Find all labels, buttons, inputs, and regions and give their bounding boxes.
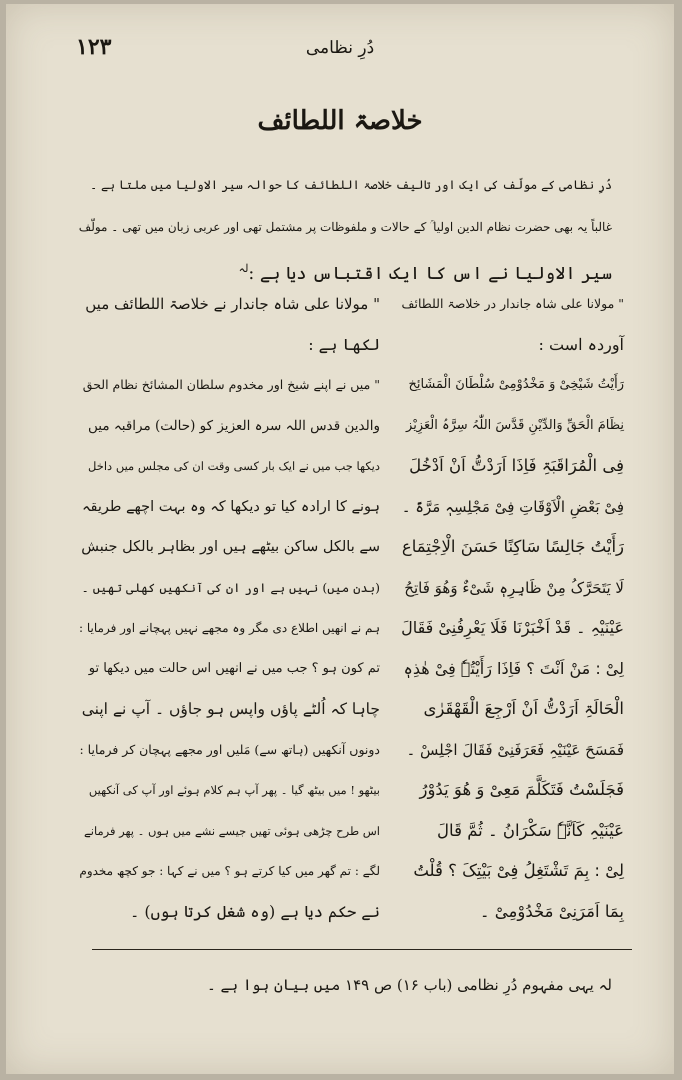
left-col-line: ہونے کا ارادہ کیا تو دیکھا کہ وہ بہت اچھے طریقہ: [81, 498, 380, 515]
left-col-line: ہم نے انھیں اطلاع دی مگر وہ مجھے نہیں پہچانے اور فرمایا :: [79, 621, 380, 635]
right-col-line: رَأَیْتُ جَالِسًا سَاکِنًا حَسَنَ الْاِجْتِمَاع: [401, 537, 624, 556]
right-col-line: رَأَیْتُ شَیْخِیْ وَ مَخْدُوْمِیْ سُلْطَانَ الْمَشَائِخ: [408, 377, 624, 392]
right-col-line: فَجَلَسْتُ فَتَکَلَّمَ مَعِیْ وَ ھُوَ یَدُوْرُ: [419, 780, 624, 799]
left-col-line: والدین قدس اللہ سرہ العزیز کو (حالت) مراقبہ میں: [87, 417, 380, 434]
left-col-line: دیکھا جب میں نے ایک بار کسی وقت ان کی مجلس میں داخل: [88, 459, 380, 473]
page-title: خلاصۃ اللطائف: [257, 106, 423, 136]
intro-paragraph: [78, 164, 612, 295]
right-col-line: لَا یَتَحَرَّکُ مِنْ ظَاہِرِہٖ شَیْءٌ وَھُوَ فَاتِحُ: [404, 578, 624, 597]
left-col-line: " مولانا علی شاہ جاندار نے خلاصۃ اللطائف میں: [85, 295, 380, 313]
right-col-line: فِی الْمُرَاقَبَۃِ فَاِذَا اَرَدْتُّ اَنْ اَدْخُلَ: [409, 456, 624, 475]
intro-line-2: غالباً یہ بھی حضرت نظام الدین اولیا ؒ کے حالات و ملفوظات پر مشتمل تھی اور عربی زبان میں تھی ۔ مولّف: [78, 220, 612, 234]
page-number: ۱۲۳: [76, 34, 112, 60]
footnote-divider: [92, 949, 632, 950]
right-col-line: فَمَسَحَ عَیْنَیْہِ فَعَرَفَنِیْ فَقَالَ اجْلِسْ ۔: [406, 740, 624, 759]
intro-line-1: دُرِ نظامی کے مولّف کی ایک اور تالیف خلاصۃ اللطائف کا حوالہ سیر الاولیا میں ملتا ہے ۔: [90, 178, 612, 192]
left-col-line: اس طرح چڑھی ہوئی تھیں جیسے نشے میں ہوں ۔ پھر فرمانے: [84, 823, 380, 838]
right-col-line: فِیْ بَعْضِ الْاَوْقَاتِ فِیْ مَجْلِسِہٖ مَرَّۃً ۔: [401, 497, 624, 516]
right-col-line: لِیْ : مَنْ اَنْتَ ؟ فَاِذَا رَأَیْتُہٗ فِیْ ھٰذِہٖ: [403, 658, 624, 678]
right-col-line: عَیْنَیْہِ کَاَنَّہٗ سَکْرَانُ ۔ ثُمَّ قَالَ: [437, 820, 624, 840]
right-col-line: لِیْ : بِمَ تَشْتَغِلُ فِیْ بَیْتِکَ ؟ قُلْتُ: [413, 861, 624, 880]
left-col-line: سے بالکل ساکن بیٹھے ہیں اور بظاہر بالکل جنبش: [81, 539, 380, 555]
book-page: [6, 4, 674, 1074]
arabic-quote-column: [402, 284, 624, 932]
footnote-mark: لہ: [238, 262, 249, 275]
left-col-line: دونوں آنکھیں (ہاتھ سے) مَلیں اور مجھے پہچان کر فرمایا :: [79, 741, 380, 757]
left-col-line: لکھا ہے :: [308, 334, 380, 354]
right-col-line: الْحَالَۃِ اَرَدْتُّ اَنْ اَرْجِعَ الْقَھْقَرٰی: [423, 699, 624, 718]
urdu-translation-column: [80, 284, 380, 932]
left-col-line: " میں نے اپنے شیخ اور مخدوم سلطان المشائخ نظام الحق: [82, 377, 380, 392]
left-col-line: تم کون ہو ؟ جب میں نے انھیں اس حالت میں دیکھا تو: [88, 660, 380, 676]
left-col-line: بیٹھو ! میں بیٹھ گیا ۔ پھر آپ ہم کلام ہوئے اور آپ کی آنکھیں: [88, 783, 380, 797]
right-col-line: عَیْنَیْہِ ۔ قَدْ اَخْبَرْنَا فَلَا یَعْرِفُنِیْ فَقَالَ: [401, 618, 624, 637]
right-col-line: بِمَا اَمَرَنِیْ مَخْدُوْمِیْ ۔: [479, 901, 624, 921]
left-col-line: لگے : تم گھر میں کیا کرتے ہو ؟ میں نے کہا : جو کچھ مخدوم: [79, 864, 380, 878]
left-col-line: نے حکم دیا ہے (وہ شغل کرتا ہوں) ۔: [129, 901, 380, 921]
running-head: دُرِ نظامی: [305, 38, 375, 58]
footnote: لہ یہی مفہوم دُرِ نظامی (باب ۱۶) ص ۱۴۹ میں بیان ہوا ہے ۔: [206, 976, 612, 994]
left-col-line: (بدن میں) نہیں ہے اور ان کی آنکھیں کھلی تھیں ۔: [81, 579, 380, 595]
right-col-line: " مولانا علی شاہ جاندار در خلاصۃ اللطائف: [401, 296, 624, 311]
right-col-line: نِظَامَ الْحَقِّ وَالدِّیْنِ قَدَّسَ اللّٰہُ سِرَّہُ الْعَزِیْز: [406, 417, 624, 433]
right-col-line: آوردہ است :: [538, 334, 624, 354]
left-col-line: چاہا کہ اُلٹے پاؤں واپس ہو جاؤں ۔ آپ نے اپنی: [81, 700, 380, 718]
intro-line-3-text: سیر الاولیا نے اس کا ایک اقتباس دیا ہے :: [248, 263, 612, 284]
